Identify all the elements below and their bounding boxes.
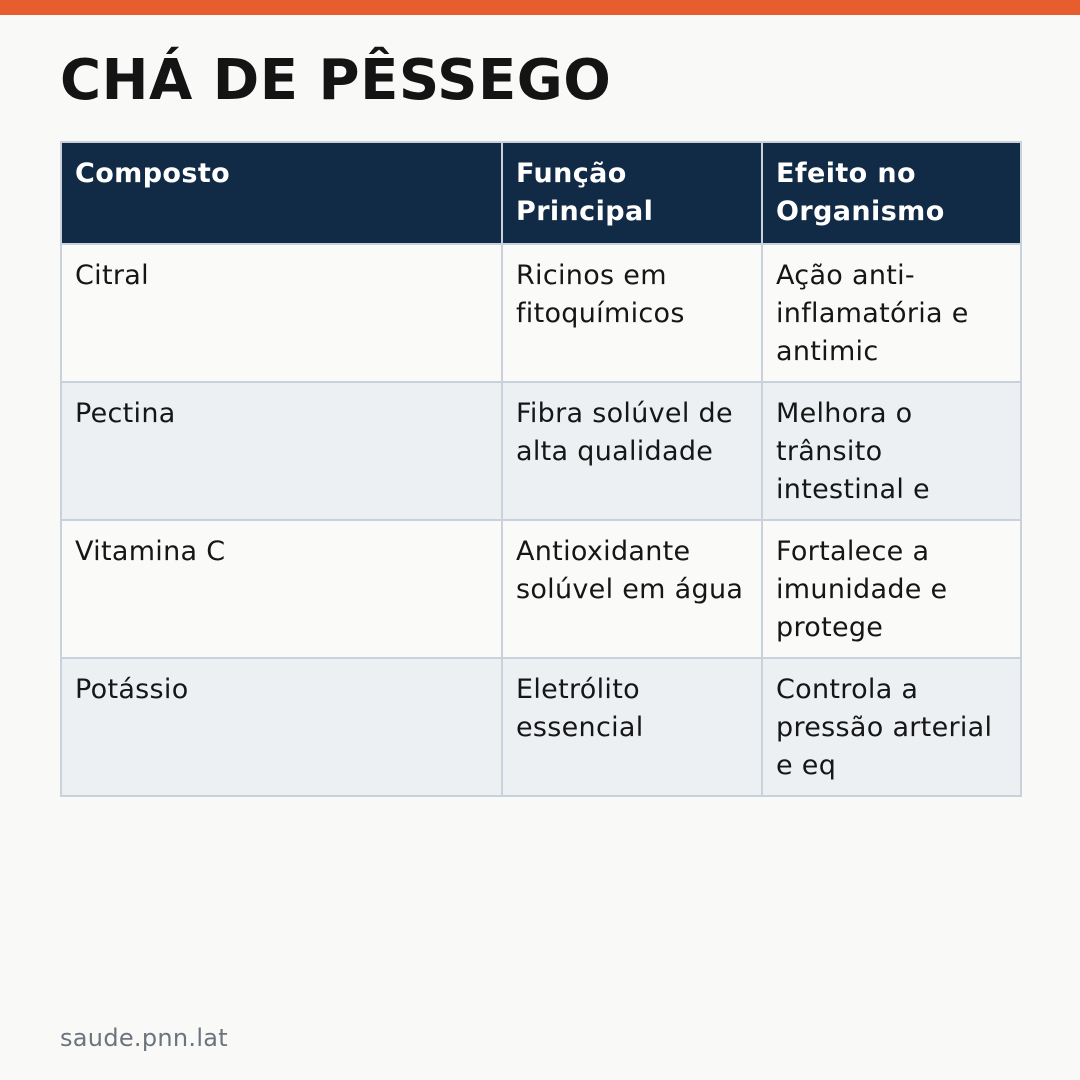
- table-row: [61, 520, 1021, 658]
- cell-efeito: Ação anti-inflamatória e antimic: [762, 244, 1021, 382]
- header-funcao-principal: Função Principal: [502, 142, 762, 244]
- table-row: [61, 658, 1021, 796]
- cell-efeito: Melhora o trânsito intestinal e: [762, 382, 1021, 520]
- cell-composto: Citral: [61, 244, 502, 382]
- cell-funcao: Ricinos em fitoquímicos: [502, 244, 762, 382]
- header-composto: Composto: [61, 142, 502, 244]
- nutrition-table: [60, 141, 1022, 797]
- cell-funcao: Fibra solúvel de alta qualidade: [502, 382, 762, 520]
- cell-efeito: Fortalece a imunidade e protege: [762, 520, 1021, 658]
- header-efeito-no-organismo: Efeito no Organismo: [762, 142, 1021, 244]
- table-header-row: [61, 142, 1021, 244]
- cell-funcao: Eletrólito essencial: [502, 658, 762, 796]
- table-row: [61, 382, 1021, 520]
- cell-funcao: Antioxidante solúvel em água: [502, 520, 762, 658]
- cell-composto: Potássio: [61, 658, 502, 796]
- table-row: [61, 244, 1021, 382]
- page-title: CHÁ DE PÊSSEGO: [60, 48, 612, 113]
- cell-efeito: Controla a pressão arterial e eq: [762, 658, 1021, 796]
- cell-composto: Vitamina C: [61, 520, 502, 658]
- footer-url: saude.pnn.lat: [60, 1024, 229, 1052]
- cell-composto: Pectina: [61, 382, 502, 520]
- accent-top-bar: [0, 0, 1080, 15]
